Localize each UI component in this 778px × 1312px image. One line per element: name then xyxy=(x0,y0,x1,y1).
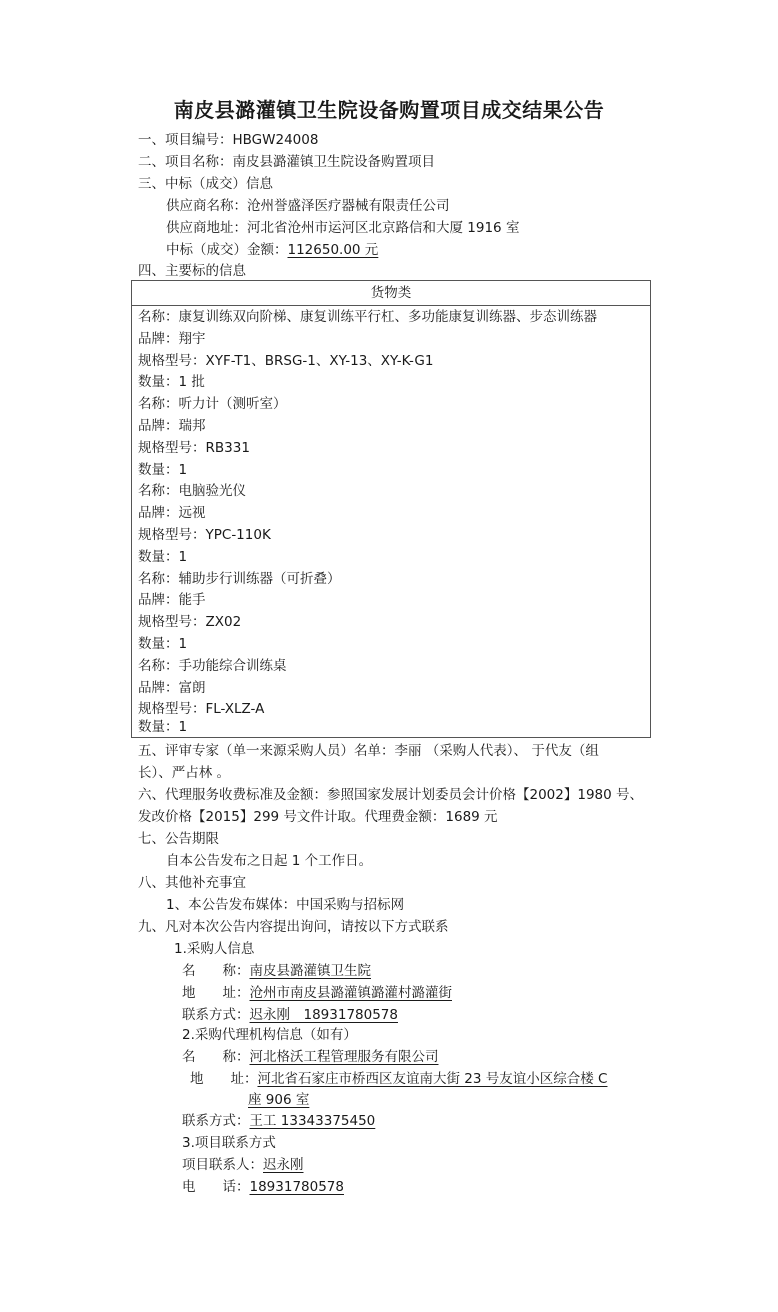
project-name-label: 二、项目名称： xyxy=(138,154,233,170)
supplier-address-value: 河北省沧州市运河区北京路信和大厦 1916 室 xyxy=(247,220,520,236)
goods-row: 规格型号：XYF-T1、BRSG-1、XY-13、XY-K-G1 xyxy=(138,352,434,369)
purchaser-heading: 1.采购人信息 xyxy=(174,941,255,957)
agency-name-value: 河北格沃工程管理服务有限公司 xyxy=(249,1049,439,1065)
project-phone-row xyxy=(182,1177,344,1197)
agency-contact-row xyxy=(182,1111,375,1131)
purchaser-name-label: 名 称： xyxy=(182,963,250,979)
project-name-row xyxy=(138,152,435,172)
goods-row: 数量：1 批 xyxy=(138,374,205,391)
goods-row: 品牌：富朗 xyxy=(138,679,206,696)
project-number-label: 一、项目编号： xyxy=(138,132,233,148)
experts-line-1: 五、评审专家（单一来源采购人员）名单：李丽 （采购人代表）、 于代友（组 xyxy=(138,743,599,759)
award-amount-label: 中标（成交）金额： xyxy=(166,242,288,258)
goods-table xyxy=(131,280,651,738)
contact-heading: 九、凡对本次公告内容提出询问，请按以下方式联系 xyxy=(138,919,449,935)
notice-period-heading: 七、公告期限 xyxy=(138,831,219,847)
agency-address-label: 地 址： xyxy=(190,1071,258,1087)
page-title: 南皮县潞灌镇卫生院设备购置项目成交结果公告 xyxy=(173,98,605,122)
experts-line-2: 长）、严占林 。 xyxy=(138,765,231,781)
agency-heading: 2.采购代理机构信息（如有） xyxy=(182,1027,357,1043)
goods-row: 品牌：远视 xyxy=(138,505,206,522)
purchaser-address-row xyxy=(182,983,452,1003)
goods-row: 名称：听力计（测听室） xyxy=(138,396,287,413)
supplier-address-row xyxy=(166,218,519,238)
goods-row: 数量：1 xyxy=(138,461,188,478)
award-amount-row xyxy=(166,240,378,260)
agency-address-continuation xyxy=(248,1090,309,1110)
project-number-value: HBGW24008 xyxy=(232,132,319,148)
project-contact-person-label: 项目联系人： xyxy=(182,1157,263,1173)
goods-row: 规格型号：YPC-110K xyxy=(138,527,271,543)
goods-table-header: 货物类 xyxy=(132,281,650,306)
supplier-name-value: 沧州誉盛泽医疗器械有限责任公司 xyxy=(247,198,450,214)
award-info-heading: 三、中标（成交）信息 xyxy=(138,176,273,192)
goods-row: 品牌：翔宇 xyxy=(138,330,206,347)
goods-row: 名称：手功能综合训练桌 xyxy=(138,657,287,674)
goods-row: 数量：1 xyxy=(138,548,188,565)
goods-row: 数量：1 xyxy=(138,719,188,735)
project-contact-heading: 3.项目联系方式 xyxy=(182,1135,276,1151)
other-matters-heading: 八、其他补充事宜 xyxy=(138,875,246,891)
purchaser-contact-value: 迟永刚 18931780578 xyxy=(249,1007,398,1023)
agency-contact-label: 联系方式： xyxy=(182,1113,250,1129)
supplier-address-label: 供应商地址： xyxy=(166,220,247,236)
goods-row: 数量：1 xyxy=(138,636,188,652)
agency-address-value-2: 座 906 室 xyxy=(248,1092,310,1108)
goods-row: 规格型号：FL-XLZ-A xyxy=(138,701,265,718)
project-name-value: 南皮县潞灌镇卫生院设备购置项目 xyxy=(232,154,435,170)
goods-row: 名称：电脑验光仪 xyxy=(138,483,246,500)
purchaser-contact-label: 联系方式： xyxy=(182,1007,250,1023)
award-amount-value: 112650.00 元 xyxy=(287,242,379,258)
project-number-row xyxy=(138,130,318,150)
project-contact-person-value: 迟永刚 xyxy=(263,1157,304,1173)
agency-contact-value: 王工 13343375450 xyxy=(249,1113,376,1129)
publish-media-line: 1、本公告发布媒体：中国采购与招标网 xyxy=(166,897,405,913)
agency-name-row xyxy=(182,1047,439,1067)
goods-row: 规格型号：RB331 xyxy=(138,439,250,456)
purchaser-address-value: 沧州市南皮县潞灌镇潞灌村潞灌街 xyxy=(249,985,452,1001)
project-phone-label: 电 话： xyxy=(182,1179,250,1195)
purchaser-address-label: 地 址： xyxy=(182,985,250,1001)
project-contact-person-row xyxy=(182,1155,304,1175)
goods-row: 规格型号：ZX02 xyxy=(138,614,242,631)
goods-row: 名称：康复训练双向阶梯、康复训练平行杠、多功能康复训练器、步态训练器 xyxy=(138,309,597,325)
supplier-name-label: 供应商名称： xyxy=(166,198,247,214)
purchaser-name-value: 南皮县潞灌镇卫生院 xyxy=(249,963,371,979)
agency-name-label: 名 称： xyxy=(182,1049,250,1065)
goods-row: 名称：辅助步行训练器（可折叠） xyxy=(138,570,341,587)
agency-address-value: 河北省石家庄市桥西区友谊南大街 23 号友谊小区综合楼 C xyxy=(257,1071,608,1087)
main-items-heading: 四、主要标的信息 xyxy=(138,263,246,279)
agency-fee-line-1: 六、代理服务收费标准及金额：参照国家发展计划委员会计价格【2002】1980 号、 xyxy=(138,787,644,803)
project-phone-value: 18931780578 xyxy=(249,1179,344,1195)
agency-address-row xyxy=(190,1069,607,1089)
agency-fee-line-2: 发改价格【2015】299 号文件计取。代理费金额：1689 元 xyxy=(138,809,498,825)
purchaser-contact-row xyxy=(182,1005,398,1025)
purchaser-name-row xyxy=(182,961,371,981)
goods-row: 品牌：瑞邦 xyxy=(138,418,206,434)
notice-period-content: 自本公告发布之日起 1 个工作日。 xyxy=(166,853,373,869)
supplier-name-row xyxy=(166,196,450,216)
goods-row: 品牌：能手 xyxy=(138,592,206,609)
